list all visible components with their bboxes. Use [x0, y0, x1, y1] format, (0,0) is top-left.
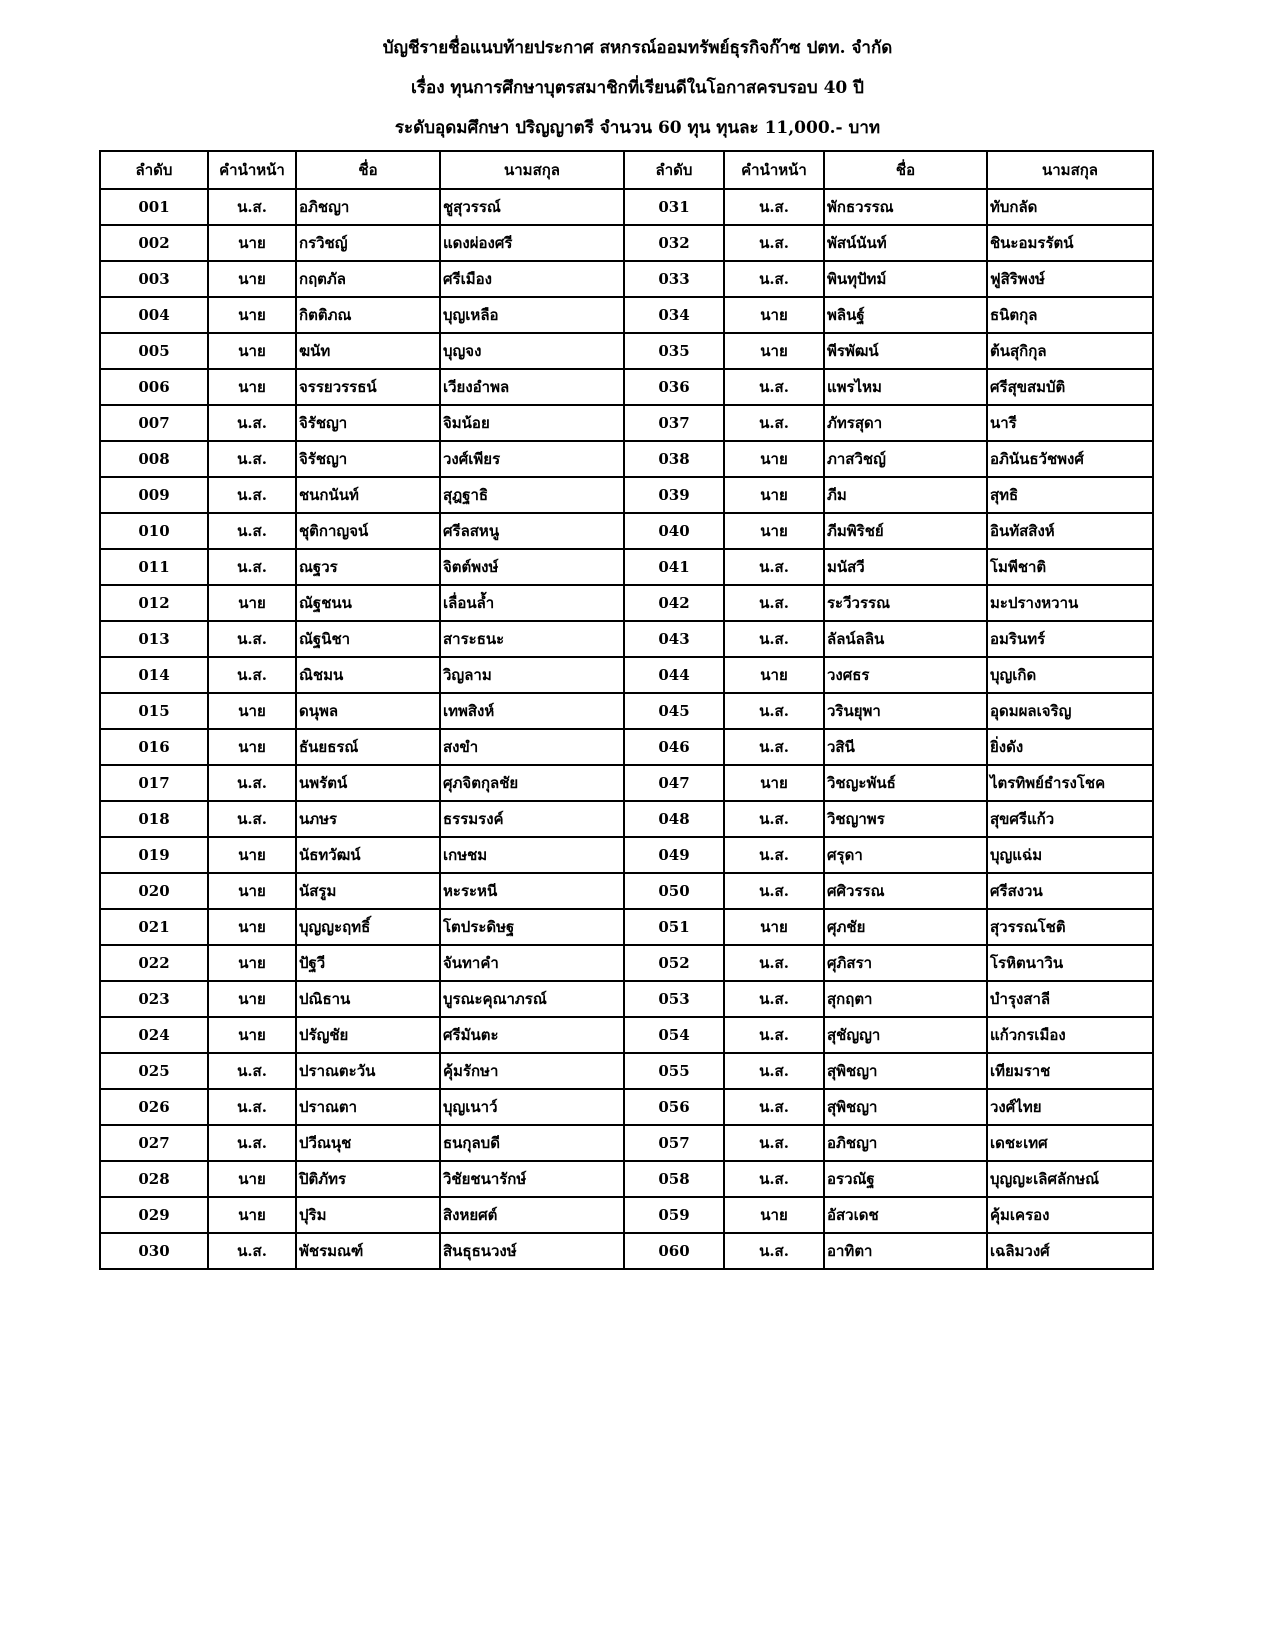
firstname-left-cell: พัชรมณฑ์: [296, 1233, 440, 1269]
prefix-right-cell: น.ส.: [724, 369, 824, 405]
header-order-right: ลำดับ: [624, 151, 724, 189]
lastname-right-cell: แก้วกรเมือง: [987, 1017, 1153, 1053]
firstname-left-cell: ปิติภัทร: [296, 1161, 440, 1197]
prefix-left-cell: นาย: [208, 297, 296, 333]
table-row: [100, 801, 1153, 837]
prefix-left-cell: น.ส.: [208, 621, 296, 657]
order-right-cell: 050: [624, 873, 724, 909]
firstname-left-cell: ธันยธรณ์: [296, 729, 440, 765]
prefix-right-cell: นาย: [724, 657, 824, 693]
order-right-cell: 036: [624, 369, 724, 405]
order-left-cell: 009: [100, 477, 208, 513]
lastname-left-cell: ศรีลสหนู: [440, 513, 624, 549]
order-right-cell: 059: [624, 1197, 724, 1233]
lastname-left-cell: คุ้มรักษา: [440, 1053, 624, 1089]
lastname-right-cell: ไตรทิพย์ธำรงโชค: [987, 765, 1153, 801]
prefix-right-cell: นาย: [724, 513, 824, 549]
header-firstname-right: ชื่อ: [824, 151, 987, 189]
order-left-cell: 006: [100, 369, 208, 405]
firstname-right-cell: สุชัญญา: [824, 1017, 987, 1053]
firstname-left-cell: ดนุพล: [296, 693, 440, 729]
prefix-right-cell: น.ส.: [724, 837, 824, 873]
order-right-cell: 057: [624, 1125, 724, 1161]
table-row: [100, 1089, 1153, 1125]
order-left-cell: 001: [100, 189, 208, 225]
table-header-row: [100, 151, 1153, 189]
table-row: [100, 297, 1153, 333]
firstname-right-cell: ศศิวรรณ: [824, 873, 987, 909]
order-right-cell: 040: [624, 513, 724, 549]
document-header: [0, 28, 1275, 148]
firstname-right-cell: ภีมพิริชย์: [824, 513, 987, 549]
order-left-cell: 026: [100, 1089, 208, 1125]
firstname-right-cell: พีรพัฒน์: [824, 333, 987, 369]
order-left-cell: 023: [100, 981, 208, 1017]
firstname-left-cell: นภษร: [296, 801, 440, 837]
header-order-left: ลำดับ: [100, 151, 208, 189]
table-row: [100, 405, 1153, 441]
order-left-cell: 021: [100, 909, 208, 945]
lastname-left-cell: เลื่อนล้ำ: [440, 585, 624, 621]
prefix-left-cell: น.ส.: [208, 801, 296, 837]
firstname-right-cell: พินทุปัทม์: [824, 261, 987, 297]
prefix-left-cell: น.ส.: [208, 477, 296, 513]
order-left-cell: 022: [100, 945, 208, 981]
firstname-left-cell: นพรัตน์: [296, 765, 440, 801]
order-left-cell: 012: [100, 585, 208, 621]
table-row: [100, 909, 1153, 945]
prefix-right-cell: นาย: [724, 909, 824, 945]
lastname-left-cell: วงศ์เพียร: [440, 441, 624, 477]
lastname-right-cell: บุญเกิด: [987, 657, 1153, 693]
lastname-right-cell: สุขศรีแก้ว: [987, 801, 1153, 837]
table-row: [100, 513, 1153, 549]
table-row: [100, 837, 1153, 873]
prefix-right-cell: น.ส.: [724, 225, 824, 261]
lastname-left-cell: เทพสิงห์: [440, 693, 624, 729]
firstname-right-cell: ศุภิสรา: [824, 945, 987, 981]
prefix-left-cell: นาย: [208, 333, 296, 369]
firstname-left-cell: ปราณตา: [296, 1089, 440, 1125]
firstname-right-cell: ระวีวรรณ: [824, 585, 987, 621]
lastname-right-cell: บุญแฉ่ม: [987, 837, 1153, 873]
table-row: [100, 945, 1153, 981]
firstname-left-cell: ณัฐชนน: [296, 585, 440, 621]
lastname-left-cell: จิมน้อย: [440, 405, 624, 441]
prefix-right-cell: น.ส.: [724, 1233, 824, 1269]
order-left-cell: 018: [100, 801, 208, 837]
table-row: [100, 189, 1153, 225]
order-right-cell: 049: [624, 837, 724, 873]
prefix-left-cell: นาย: [208, 981, 296, 1017]
lastname-right-cell: อุดมผลเจริญ: [987, 693, 1153, 729]
order-left-cell: 027: [100, 1125, 208, 1161]
order-right-cell: 039: [624, 477, 724, 513]
firstname-left-cell: ณฐวร: [296, 549, 440, 585]
firstname-right-cell: พัสน์นันท์: [824, 225, 987, 261]
table-row: [100, 729, 1153, 765]
prefix-right-cell: นาย: [724, 765, 824, 801]
prefix-right-cell: นาย: [724, 477, 824, 513]
firstname-left-cell: ปราณตะวัน: [296, 1053, 440, 1089]
lastname-right-cell: ศรีสุขสมบัติ: [987, 369, 1153, 405]
order-right-cell: 046: [624, 729, 724, 765]
firstname-left-cell: นัสรูม: [296, 873, 440, 909]
order-right-cell: 055: [624, 1053, 724, 1089]
firstname-right-cell: สุพิชญา: [824, 1089, 987, 1125]
firstname-left-cell: ฆนัท: [296, 333, 440, 369]
lastname-right-cell: คุ้มเครอง: [987, 1197, 1153, 1233]
prefix-right-cell: น.ส.: [724, 1089, 824, 1125]
firstname-right-cell: วิชญะพันธ์: [824, 765, 987, 801]
order-right-cell: 045: [624, 693, 724, 729]
lastname-right-cell: บำรุงสาลี: [987, 981, 1153, 1017]
prefix-left-cell: นาย: [208, 1197, 296, 1233]
prefix-left-cell: น.ส.: [208, 1125, 296, 1161]
firstname-left-cell: จิรัชญา: [296, 441, 440, 477]
prefix-left-cell: นาย: [208, 1161, 296, 1197]
table-row: [100, 1053, 1153, 1089]
table-row: [100, 1161, 1153, 1197]
lastname-left-cell: โตประดิษฐ: [440, 909, 624, 945]
order-right-cell: 048: [624, 801, 724, 837]
lastname-left-cell: สาระธนะ: [440, 621, 624, 657]
prefix-left-cell: น.ส.: [208, 1233, 296, 1269]
table-row: [100, 765, 1153, 801]
firstname-left-cell: ปวีณนุช: [296, 1125, 440, 1161]
order-right-cell: 038: [624, 441, 724, 477]
lastname-right-cell: ศรีสงวน: [987, 873, 1153, 909]
firstname-left-cell: ปัฐวี: [296, 945, 440, 981]
header-prefix-right: คำนำหน้า: [724, 151, 824, 189]
order-right-cell: 051: [624, 909, 724, 945]
document-scholarship-level: ระดับอุดมศึกษา ปริญญาตรี จำนวน 60 ทุน ทุนละ 11,000.- บาท: [394, 118, 881, 138]
prefix-right-cell: นาย: [724, 297, 824, 333]
firstname-right-cell: ลัลน์ลลิน: [824, 621, 987, 657]
firstname-right-cell: พักธวรรณ: [824, 189, 987, 225]
prefix-left-cell: นาย: [208, 729, 296, 765]
header-lastname-left: นามสกุล: [440, 151, 624, 189]
prefix-right-cell: น.ส.: [724, 693, 824, 729]
order-right-cell: 056: [624, 1089, 724, 1125]
firstname-left-cell: บุญญะฤทธิ์: [296, 909, 440, 945]
header-firstname-left: ชื่อ: [296, 151, 440, 189]
prefix-right-cell: น.ส.: [724, 981, 824, 1017]
prefix-left-cell: น.ส.: [208, 657, 296, 693]
prefix-left-cell: นาย: [208, 1017, 296, 1053]
order-right-cell: 041: [624, 549, 724, 585]
table-row: [100, 1125, 1153, 1161]
prefix-left-cell: นาย: [208, 837, 296, 873]
lastname-right-cell: สุทธิ: [987, 477, 1153, 513]
firstname-right-cell: ศุภชัย: [824, 909, 987, 945]
order-left-cell: 013: [100, 621, 208, 657]
lastname-right-cell: มะปรางหวาน: [987, 585, 1153, 621]
table-row: [100, 261, 1153, 297]
table-row: [100, 585, 1153, 621]
lastname-right-cell: อมรินทร์: [987, 621, 1153, 657]
lastname-left-cell: บุญจง: [440, 333, 624, 369]
firstname-right-cell: มนัสวี: [824, 549, 987, 585]
prefix-right-cell: น.ส.: [724, 873, 824, 909]
order-right-cell: 047: [624, 765, 724, 801]
order-right-cell: 052: [624, 945, 724, 981]
roster-table: [99, 150, 1154, 1270]
order-right-cell: 043: [624, 621, 724, 657]
firstname-left-cell: นัธทวัฒน์: [296, 837, 440, 873]
lastname-left-cell: สินธุธนวงษ์: [440, 1233, 624, 1269]
prefix-right-cell: น.ส.: [724, 261, 824, 297]
prefix-right-cell: น.ส.: [724, 945, 824, 981]
header-lastname-right: นามสกุล: [987, 151, 1153, 189]
prefix-left-cell: นาย: [208, 873, 296, 909]
order-right-cell: 033: [624, 261, 724, 297]
prefix-right-cell: น.ส.: [724, 621, 824, 657]
firstname-left-cell: กฤตภัล: [296, 261, 440, 297]
lastname-left-cell: ชูสุวรรณ์: [440, 189, 624, 225]
lastname-left-cell: แดงผ่องศรี: [440, 225, 624, 261]
table-row: [100, 441, 1153, 477]
firstname-left-cell: อภิชญา: [296, 189, 440, 225]
order-left-cell: 016: [100, 729, 208, 765]
firstname-right-cell: แพรไหม: [824, 369, 987, 405]
order-left-cell: 028: [100, 1161, 208, 1197]
firstname-left-cell: ณัฐนิชา: [296, 621, 440, 657]
order-left-cell: 004: [100, 297, 208, 333]
table-row: [100, 369, 1153, 405]
firstname-right-cell: วรินยุพา: [824, 693, 987, 729]
order-right-cell: 044: [624, 657, 724, 693]
lastname-left-cell: สิงหยศต์: [440, 1197, 624, 1233]
lastname-right-cell: ทับกลัด: [987, 189, 1153, 225]
lastname-right-cell: สุวรรณโชติ: [987, 909, 1153, 945]
firstname-left-cell: กิตติภณ: [296, 297, 440, 333]
firstname-right-cell: วงศธร: [824, 657, 987, 693]
lastname-right-cell: ฟูสิริพงษ์: [987, 261, 1153, 297]
order-left-cell: 025: [100, 1053, 208, 1089]
prefix-left-cell: น.ส.: [208, 765, 296, 801]
lastname-left-cell: เกษชม: [440, 837, 624, 873]
prefix-left-cell: นาย: [208, 261, 296, 297]
table-row: [100, 1017, 1153, 1053]
lastname-left-cell: บุญเหลือ: [440, 297, 624, 333]
lastname-left-cell: บูรณะคุณาภรณ์: [440, 981, 624, 1017]
order-left-cell: 030: [100, 1233, 208, 1269]
lastname-right-cell: บุญญะเลิศลักษณ์: [987, 1161, 1153, 1197]
order-left-cell: 020: [100, 873, 208, 909]
prefix-right-cell: นาย: [724, 333, 824, 369]
prefix-right-cell: น.ส.: [724, 1053, 824, 1089]
table-row: [100, 981, 1153, 1017]
firstname-right-cell: อาทิตา: [824, 1233, 987, 1269]
prefix-left-cell: นาย: [208, 909, 296, 945]
table-row: [100, 333, 1153, 369]
table-row: [100, 621, 1153, 657]
roster-body: [100, 189, 1153, 1269]
order-left-cell: 019: [100, 837, 208, 873]
order-right-cell: 054: [624, 1017, 724, 1053]
table-row: [100, 873, 1153, 909]
prefix-left-cell: น.ส.: [208, 513, 296, 549]
lastname-right-cell: เดชะเทศ: [987, 1125, 1153, 1161]
order-left-cell: 015: [100, 693, 208, 729]
prefix-left-cell: น.ส.: [208, 549, 296, 585]
table-row: [100, 477, 1153, 513]
prefix-right-cell: น.ส.: [724, 1125, 824, 1161]
prefix-left-cell: นาย: [208, 945, 296, 981]
firstname-right-cell: พลินฐ์: [824, 297, 987, 333]
lastname-right-cell: ชินะอมรรัตน์: [987, 225, 1153, 261]
lastname-right-cell: ธนิตกุล: [987, 297, 1153, 333]
prefix-right-cell: น.ส.: [724, 189, 824, 225]
firstname-right-cell: อรวณัฐ: [824, 1161, 987, 1197]
lastname-left-cell: ศรีเมือง: [440, 261, 624, 297]
table-row: [100, 1233, 1153, 1269]
order-right-cell: 037: [624, 405, 724, 441]
order-left-cell: 003: [100, 261, 208, 297]
document-subject: เรื่อง ทุนการศึกษาบุตรสมาชิกที่เรียนดีในโอกาสครบรอบ 40 ปี: [411, 78, 864, 98]
firstname-right-cell: ภีม: [824, 477, 987, 513]
roster-table-container: [99, 150, 1152, 1270]
prefix-left-cell: น.ส.: [208, 405, 296, 441]
firstname-left-cell: ปุริม: [296, 1197, 440, 1233]
order-left-cell: 024: [100, 1017, 208, 1053]
firstname-left-cell: ปรัญชัย: [296, 1017, 440, 1053]
lastname-left-cell: ศรีมันตะ: [440, 1017, 624, 1053]
firstname-right-cell: วสินี: [824, 729, 987, 765]
order-right-cell: 031: [624, 189, 724, 225]
firstname-left-cell: จรรยวรรธน์: [296, 369, 440, 405]
firstname-right-cell: วิชญาพร: [824, 801, 987, 837]
prefix-left-cell: นาย: [208, 693, 296, 729]
lastname-right-cell: เฉลิมวงศ์: [987, 1233, 1153, 1269]
lastname-right-cell: อภินันธวัชพงศ์: [987, 441, 1153, 477]
prefix-right-cell: น.ส.: [724, 585, 824, 621]
lastname-right-cell: อินทัสสิงห์: [987, 513, 1153, 549]
order-right-cell: 034: [624, 297, 724, 333]
table-row: [100, 225, 1153, 261]
lastname-left-cell: ศุภจิตกุลชัย: [440, 765, 624, 801]
lastname-right-cell: ต้นสุกิกุล: [987, 333, 1153, 369]
lastname-left-cell: วิชัยชนารักษ์: [440, 1161, 624, 1197]
order-right-cell: 058: [624, 1161, 724, 1197]
prefix-left-cell: น.ส.: [208, 189, 296, 225]
order-left-cell: 005: [100, 333, 208, 369]
lastname-left-cell: วิญลาม: [440, 657, 624, 693]
order-left-cell: 007: [100, 405, 208, 441]
lastname-left-cell: หะระหนี: [440, 873, 624, 909]
firstname-left-cell: ปณิธาน: [296, 981, 440, 1017]
prefix-right-cell: น.ส.: [724, 549, 824, 585]
order-right-cell: 060: [624, 1233, 724, 1269]
prefix-left-cell: นาย: [208, 369, 296, 405]
lastname-left-cell: สงขำ: [440, 729, 624, 765]
order-left-cell: 029: [100, 1197, 208, 1233]
lastname-left-cell: บุญเนาว์: [440, 1089, 624, 1125]
order-left-cell: 002: [100, 225, 208, 261]
order-left-cell: 011: [100, 549, 208, 585]
firstname-right-cell: ภาสวิชญ์: [824, 441, 987, 477]
prefix-right-cell: น.ส.: [724, 801, 824, 837]
firstname-right-cell: ภัทรสุดา: [824, 405, 987, 441]
table-row: [100, 657, 1153, 693]
prefix-right-cell: น.ส.: [724, 405, 824, 441]
prefix-right-cell: น.ส.: [724, 729, 824, 765]
order-right-cell: 053: [624, 981, 724, 1017]
document-title: บัญชีรายชื่อแนบท้ายประกาศ สหกรณ์ออมทรัพย์ธุรกิจก๊าซ ปตท. จำกัด: [382, 38, 893, 58]
firstname-right-cell: สุพิชญา: [824, 1053, 987, 1089]
prefix-left-cell: น.ส.: [208, 1089, 296, 1125]
prefix-right-cell: น.ส.: [724, 1017, 824, 1053]
lastname-left-cell: ธนกุลบดี: [440, 1125, 624, 1161]
lastname-left-cell: ธรรมรงค์: [440, 801, 624, 837]
firstname-left-cell: ณิชมน: [296, 657, 440, 693]
order-right-cell: 035: [624, 333, 724, 369]
lastname-right-cell: นารี: [987, 405, 1153, 441]
table-row: [100, 693, 1153, 729]
header-prefix-left: คำนำหน้า: [208, 151, 296, 189]
firstname-right-cell: อภิชญา: [824, 1125, 987, 1161]
lastname-right-cell: โมพีชาติ: [987, 549, 1153, 585]
lastname-left-cell: เวียงอำพล: [440, 369, 624, 405]
lastname-right-cell: วงศ์ไทย: [987, 1089, 1153, 1125]
prefix-right-cell: น.ส.: [724, 1161, 824, 1197]
order-left-cell: 017: [100, 765, 208, 801]
order-left-cell: 010: [100, 513, 208, 549]
order-right-cell: 032: [624, 225, 724, 261]
prefix-left-cell: น.ส.: [208, 1053, 296, 1089]
order-left-cell: 014: [100, 657, 208, 693]
order-left-cell: 008: [100, 441, 208, 477]
lastname-left-cell: จันทาคำ: [440, 945, 624, 981]
firstname-left-cell: จิรัชญา: [296, 405, 440, 441]
lastname-right-cell: เทียมราช: [987, 1053, 1153, 1089]
table-row: [100, 549, 1153, 585]
firstname-left-cell: กรวิชญ์: [296, 225, 440, 261]
lastname-left-cell: สุฎฐาธิ: [440, 477, 624, 513]
table-row: [100, 1197, 1153, 1233]
prefix-left-cell: น.ส.: [208, 441, 296, 477]
lastname-left-cell: จิตต์พงษ์: [440, 549, 624, 585]
lastname-right-cell: ยิ่งดัง: [987, 729, 1153, 765]
firstname-right-cell: สุกฤตา: [824, 981, 987, 1017]
prefix-left-cell: นาย: [208, 585, 296, 621]
prefix-right-cell: นาย: [724, 1197, 824, 1233]
order-right-cell: 042: [624, 585, 724, 621]
firstname-left-cell: ชุติกาญจน์: [296, 513, 440, 549]
firstname-right-cell: ศรุดา: [824, 837, 987, 873]
prefix-left-cell: นาย: [208, 225, 296, 261]
firstname-left-cell: ชนกนันท์: [296, 477, 440, 513]
firstname-right-cell: อัสวเดช: [824, 1197, 987, 1233]
prefix-right-cell: นาย: [724, 441, 824, 477]
lastname-right-cell: โรหิตนาวิน: [987, 945, 1153, 981]
